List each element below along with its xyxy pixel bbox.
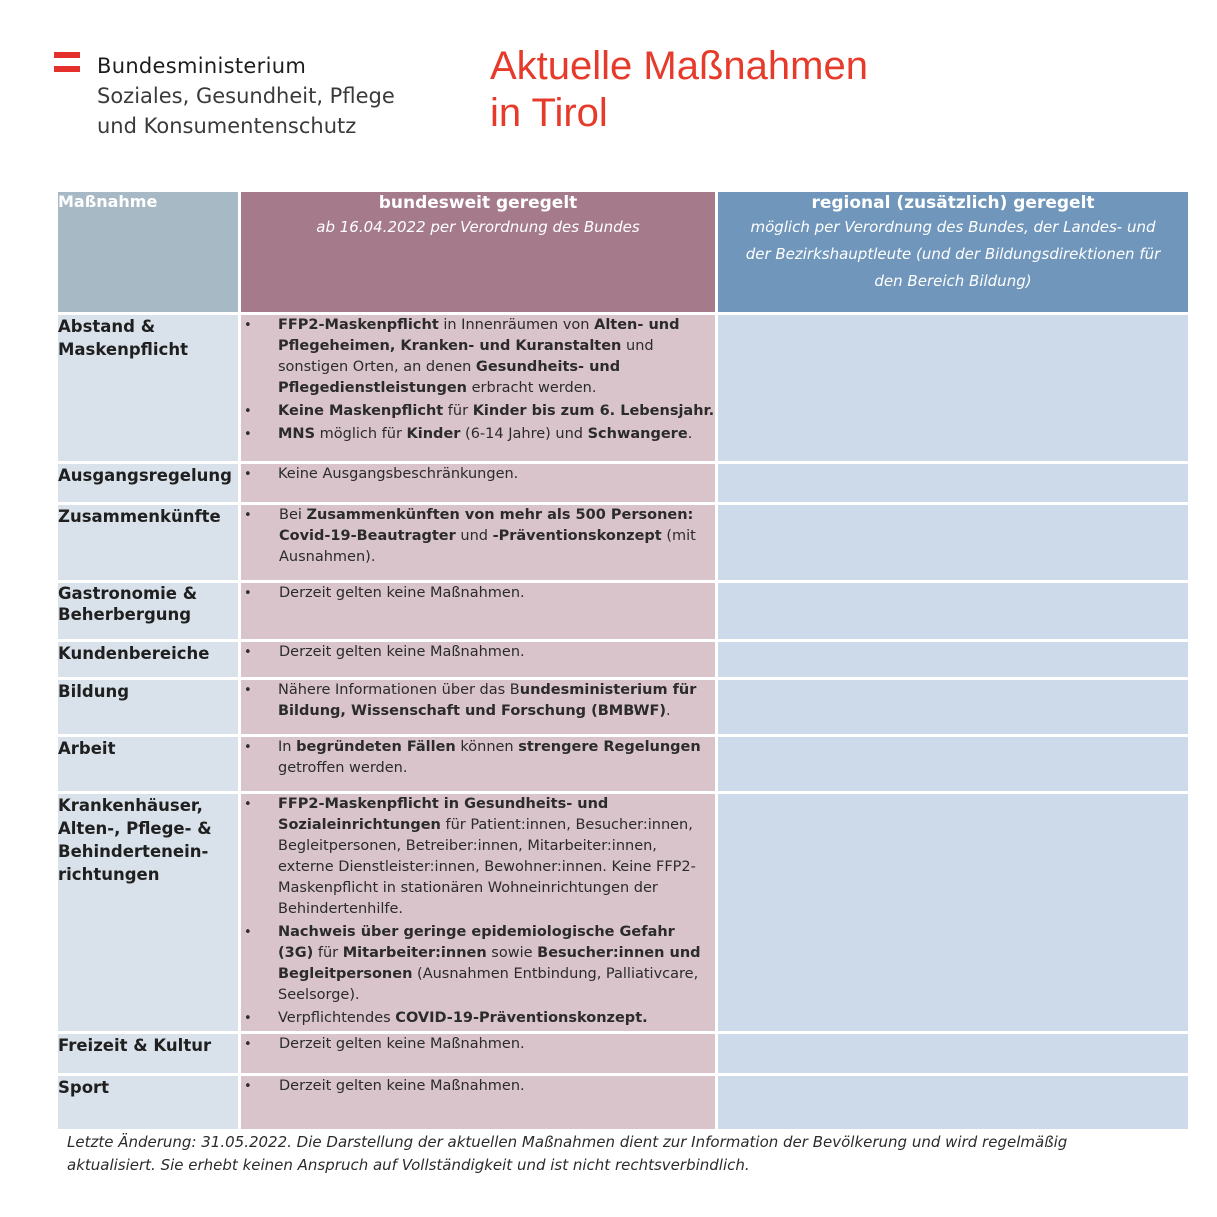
table-row xyxy=(58,680,1188,734)
table-header-row xyxy=(58,192,1188,312)
regional-cell xyxy=(718,642,1188,677)
regional-cell xyxy=(718,583,1188,639)
measure-name: Sport xyxy=(58,1076,238,1129)
measure-name xyxy=(58,583,238,639)
measure-name xyxy=(58,794,238,1031)
list-item: • In begründeten Fällen können strengere Regelungen getroffen werden. xyxy=(241,737,715,779)
regional-cell xyxy=(718,315,1188,461)
flag-white-stripe xyxy=(54,58,80,66)
header-federal-title: bundesweit geregelt xyxy=(378,193,578,213)
measure-name-line: Abstand & xyxy=(58,317,156,336)
list-item: • Derzeit gelten keine Maßnahmen. xyxy=(241,1034,715,1055)
measure-name: Arbeit xyxy=(58,737,238,791)
list-item: • Bei Zusammenkünften von mehr als 500 Personen: Covid-19-Beautragter und -Präventionskonzept (mit Ausnahmen). xyxy=(241,505,715,568)
header-regional-subtitle-1: möglich per Verordnung des Bundes, der Landes- und xyxy=(750,218,1156,236)
austria-flag-logo xyxy=(54,52,80,74)
table-row xyxy=(58,464,1188,502)
list-item: • Derzeit gelten keine Maßnahmen. xyxy=(241,642,715,663)
measure-name-line: Maskenpflicht xyxy=(58,340,188,359)
list-item: • Keine Maskenpflicht für Kinder bis zum 6. Lebensjahr. xyxy=(241,401,715,422)
regional-cell xyxy=(718,1034,1188,1073)
measure-name-line: Alten-, Pflege- & xyxy=(58,819,212,838)
list-item: • Keine Ausgangsbeschränkungen. xyxy=(241,464,715,485)
federal-cell xyxy=(241,505,715,580)
federal-cell xyxy=(241,464,715,502)
measure-name xyxy=(58,315,238,461)
ministry-line-1: Bundesministerium xyxy=(97,54,307,78)
measure-name: Freizeit & Kultur xyxy=(58,1034,238,1073)
list-item: • Derzeit gelten keine Maßnahmen. xyxy=(241,583,715,604)
list-item: • Nähere Informationen über das Bundesministerium für Bildung, Wissenschaft und Forschung (BMBWF). xyxy=(241,680,715,722)
header-regional-title: regional (zusätzlich) geregelt xyxy=(811,193,1095,213)
federal-cell xyxy=(241,737,715,791)
regional-cell xyxy=(718,505,1188,580)
table-row xyxy=(58,505,1188,580)
federal-cell xyxy=(241,642,715,677)
list-item: • MNS möglich für Kinder (6-14 Jahre) und Schwangere. xyxy=(241,424,715,445)
federal-cell xyxy=(241,680,715,734)
measure-name-line: richtungen xyxy=(58,865,160,884)
measure-name-line: Behindertenein- xyxy=(58,842,209,861)
list-item: • FFP2-Maskenpflicht in Innenräumen von Alten- und Pflegeheimen, Kranken- und Kuranstalten und sonstigen Orten, an denen Gesundheits- und Pflegedienstleistungen erbracht werden. xyxy=(241,315,715,399)
federal-cell xyxy=(241,1034,715,1073)
flag-red-stripe-bottom xyxy=(54,66,80,72)
measure-name: Ausgangsregelung xyxy=(58,464,238,502)
title-line-2: in Tirol xyxy=(490,91,608,135)
regional-cell xyxy=(718,1076,1188,1129)
title-line-1: Aktuelle Maßnahmen xyxy=(490,44,868,88)
header-federal-subtitle: ab 16.04.2022 per Verordnung des Bundes xyxy=(316,218,640,236)
header-federal xyxy=(241,192,715,312)
regional-cell xyxy=(718,794,1188,1031)
regional-cell xyxy=(718,737,1188,791)
list-item: • Derzeit gelten keine Maßnahmen. xyxy=(241,1076,715,1097)
table-row xyxy=(58,1076,1188,1129)
measure-name: Kundenbereiche xyxy=(58,642,238,677)
header-regional-subtitle-3: den Bereich Bildung) xyxy=(874,272,1032,290)
footer-note: Letzte Änderung: 31.05.2022. Die Darstellung der aktuellen Maßnahmen dient zur Information der Bevölkerung und wird regelmäßig aktualisiert. Sie erhebt keinen Anspruch auf Vollständigkeit und ist nicht rechtsverbindlich. xyxy=(67,1133,1068,1174)
federal-cell xyxy=(241,1076,715,1129)
header-measure: Maßnahme xyxy=(58,192,238,312)
measures-table xyxy=(55,189,1191,1132)
table-row xyxy=(58,737,1188,791)
ministry-line-2: Soziales, Gesundheit, Pflege xyxy=(97,84,395,108)
list-item: • Nachweis über geringe epidemiologische Gefahr (3G) für Mitarbeiter:innen sowie Besucher:innen und Begleitpersonen (Ausnahmen Entbindung, Palliativcare, Seelsorge). xyxy=(241,922,715,1006)
header-regional xyxy=(718,192,1188,312)
ministry-line-3: und Konsumentenschutz xyxy=(97,114,357,138)
table-row xyxy=(58,315,1188,461)
measure-name: Zusammenkünfte xyxy=(58,505,238,580)
list-item: • FFP2-Maskenpflicht in Gesundheits- und Sozialeinrichtungen für Patient:innen, Besucher:innen, Begleitpersonen, Betreiber:innen, Mitarbeiter:innen, externe Dienstleister:innen, Bewohner:innen. Keine FFP2-Maskenpflicht in stationären Wohneinrichtungen der Behindertenhilfe. xyxy=(241,794,715,920)
regional-cell xyxy=(718,464,1188,502)
table-row xyxy=(58,642,1188,677)
federal-cell xyxy=(241,583,715,639)
federal-cell xyxy=(241,794,715,1031)
list-item: • Verpflichtendes COVID-19-Präventionskonzept. xyxy=(241,1008,715,1029)
measure-name-line: Gastronomie & xyxy=(58,584,198,603)
measure-name-line: Beherbergung xyxy=(58,605,192,624)
measure-name-line: Krankenhäuser, xyxy=(58,796,203,815)
measure-name: Bildung xyxy=(58,680,238,734)
page-title xyxy=(490,43,868,137)
table-row xyxy=(58,1034,1188,1073)
table-row xyxy=(58,794,1188,1031)
regional-cell xyxy=(718,680,1188,734)
ministry-name xyxy=(97,51,395,141)
table-row xyxy=(58,583,1188,639)
federal-cell xyxy=(241,315,715,461)
header-regional-subtitle-2: der Bezirkshauptleute (und der Bildungsdirektionen für xyxy=(745,245,1161,263)
